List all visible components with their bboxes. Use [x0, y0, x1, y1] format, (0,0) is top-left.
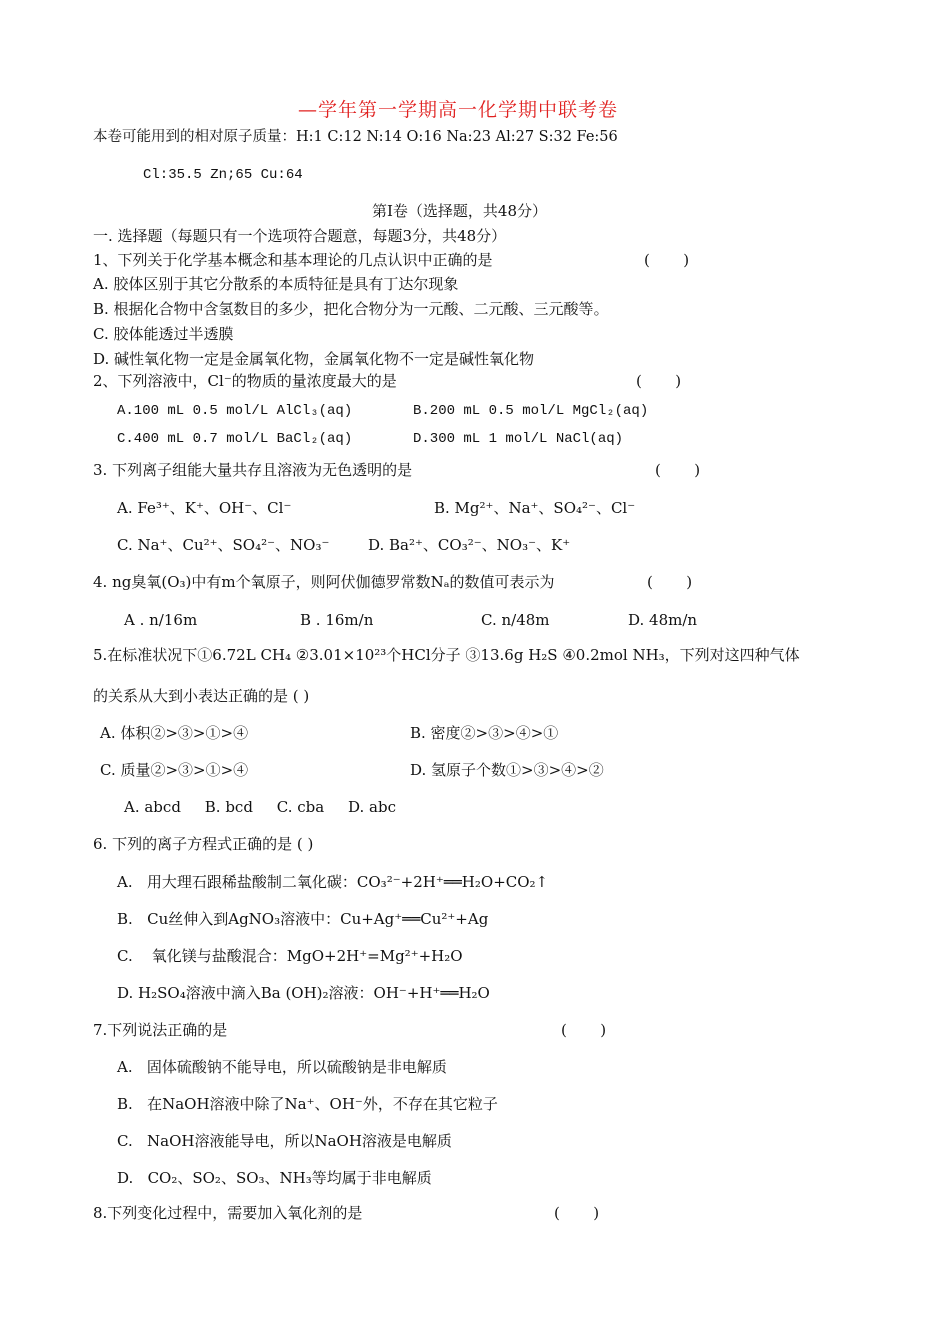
- question-5-stem-line-2: 的关系从大到小表达正确的是 ( ): [93, 687, 310, 705]
- question-5-option-a: A. 体积②>③>①>④: [100, 724, 249, 742]
- question-1-answer-blank: ( ): [644, 251, 690, 269]
- section-header: 第Ⅰ卷（选择题，共48分）: [372, 202, 548, 220]
- question-3-option-d: D. Ba²⁺、CO₃²⁻、NO₃⁻、K⁺: [368, 536, 571, 554]
- question-2-option-a: A.100 mL 0.5 mol/L AlCl₃(aq): [117, 403, 353, 419]
- question-5-option-d: D. 氢原子个数①>③>④>②: [410, 761, 604, 779]
- atomic-masses-line-2: Cl:35.5 Zn;65 Cu:64: [143, 167, 303, 183]
- question-3-answer-blank: ( ): [655, 461, 701, 479]
- question-4-answer-blank: ( ): [647, 573, 693, 591]
- question-8-stem: 8.下列变化过程中，需要加入氧化剂的是: [93, 1204, 363, 1222]
- question-2-stem: 2、下列溶液中，Cl⁻的物质的量浓度最大的是: [93, 372, 397, 390]
- question-5-stem-line-1: 5.在标准状况下①6.72L CH₄ ②3.01×10²³个HCl分子 ③13.6g H₂S ④0.2mol NH₃，下列对这四种气体: [93, 646, 800, 664]
- exam-title: —学年第一学期高一化学期中联考卷: [298, 99, 619, 121]
- question-7-option-d: D. CO₂、SO₂、SO₃、NH₃等均属于非电解质: [117, 1169, 432, 1187]
- question-7-stem: 7.下列说法正确的是: [93, 1021, 228, 1039]
- question-4-option-d: D. 48m/n: [628, 611, 698, 629]
- question-7-option-c: C. NaOH溶液能导电，所以NaOH溶液是电解质: [117, 1132, 452, 1150]
- question-4-stem: 4. ng臭氧(O₃)中有m个氧原子，则阿伏伽德罗常数Nₐ的数值可表示为: [93, 573, 555, 591]
- question-1-option-b: B. 根据化合物中含氢数目的多少，把化合物分为一元酸、二元酸、三元酸等。: [93, 300, 609, 318]
- question-1-option-c: C. 胶体能透过半透膜: [93, 325, 234, 343]
- question-7-answer-blank: ( ): [561, 1021, 607, 1039]
- question-1-stem: 1、下列关于化学基本概念和基本理论的几点认识中正确的是: [93, 251, 493, 269]
- question-4-option-c: C. n/48m: [481, 611, 550, 629]
- question-7-option-a: A. 固体硫酸钠不能导电，所以硫酸钠是非电解质: [117, 1058, 447, 1076]
- question-6-option-b: B. Cu丝伸入到AgNO₃溶液中：Cu+Ag⁺══Cu²⁺+Ag: [117, 910, 489, 928]
- question-1-option-a: A. 胶体区别于其它分散系的本质特征是具有丁达尔现象: [93, 275, 459, 293]
- question-6-option-a: A. 用大理石跟稀盐酸制二氧化碳：CO₃²⁻+2H⁺══H₂O+CO₂↑: [117, 873, 549, 891]
- question-6-option-d: D. H₂SO₄溶液中滴入Ba (OH)₂溶液：OH⁻+H⁺══H₂O: [117, 984, 490, 1002]
- question-1-option-d: D. 碱性氧化物一定是金属氧化物，金属氧化物不一定是碱性氧化物: [93, 350, 535, 368]
- question-2-option-b: B.200 mL 0.5 mol/L MgCl₂(aq): [413, 403, 649, 419]
- question-3-option-c: C. Na⁺、Cu²⁺、SO₄²⁻、NO₃⁻: [117, 536, 330, 554]
- question-5-option-b: B. 密度②>③>④>①: [410, 724, 559, 742]
- question-4-option-b: B . 16m/n: [300, 611, 374, 629]
- section-instructions: 一. 选择题（每题只有一个选项符合题意，每题3分，共48分）: [93, 227, 507, 245]
- question-5-choices: A. abcd B. bcd C. cba D. abc: [124, 798, 396, 816]
- question-3-stem: 3. 下列离子组能大量共存且溶液为无色透明的是: [93, 461, 413, 479]
- question-6-option-c: C. 氧化镁与盐酸混合：MgO+2H⁺=Mg²⁺+H₂O: [117, 947, 463, 965]
- question-7-option-b: B. 在NaOH溶液中除了Na⁺、OH⁻外，不存在其它粒子: [117, 1095, 498, 1113]
- question-2-option-d: D.300 mL 1 mol/L NaCl(aq): [413, 431, 624, 447]
- question-5-option-c: C. 质量②>③>①>④: [100, 761, 249, 779]
- question-4-option-a: A . n/16m: [124, 611, 198, 629]
- question-6-stem: 6. 下列的离子方程式正确的是 ( ): [93, 835, 314, 853]
- question-3-option-a: A. Fe³⁺、K⁺、OH⁻、Cl⁻: [117, 499, 292, 517]
- atomic-masses-line-1: 本卷可能用到的相对原子质量：H:1 C:12 N:14 O:16 Na:23 Al:27 S:32 Fe:56: [93, 129, 618, 145]
- question-3-option-b: B. Mg²⁺、Na⁺、SO₄²⁻、Cl⁻: [434, 499, 636, 517]
- question-8-answer-blank: ( ): [554, 1204, 600, 1222]
- question-2-option-c: C.400 mL 0.7 mol/L BaCl₂(aq): [117, 431, 353, 447]
- question-2-answer-blank: ( ): [636, 372, 682, 390]
